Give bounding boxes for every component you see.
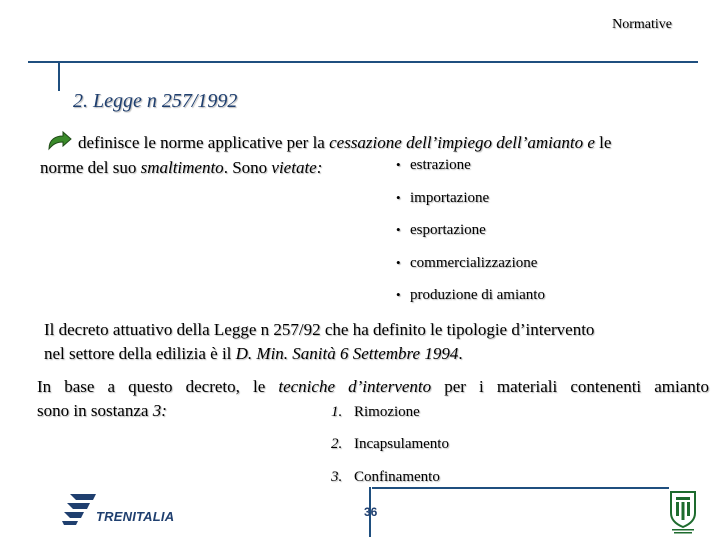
techniques-text-1: In base a questo decreto, le: [37, 377, 279, 396]
list-item: [396, 157, 471, 174]
intro-text-2: cessazione dell’impiego dell’amianto e: [329, 133, 595, 152]
intro-text-6: . Sono: [223, 158, 272, 177]
page-number: 36: [364, 505, 378, 519]
logo-text: TRENITALIA: [96, 509, 175, 524]
bullet-dot: •: [396, 190, 401, 205]
list-item-label: esportazione: [410, 222, 486, 238]
bullet-dot: •: [396, 255, 401, 270]
section-title: 2. Legge n 257/1992: [73, 90, 238, 112]
bullet-dot: •: [396, 287, 401, 302]
intro-text-1: definisce le norme applicative per la: [78, 133, 330, 152]
header-title: Normative: [612, 17, 672, 32]
decree-text-3: .: [458, 344, 463, 363]
decree-text-2: nel settore della edilizia è il: [44, 344, 236, 363]
decree-paragraph: [44, 318, 594, 366]
intro-paragraph: [40, 130, 712, 180]
techniques-text-3: per i materiali contenenti amianto: [431, 377, 709, 396]
intro-text-3: le: [594, 133, 612, 152]
list-item: [331, 469, 440, 486]
list-item-label: importazione: [410, 190, 490, 206]
list-item-label: produzione di amianto: [410, 287, 545, 303]
title-rule: [58, 63, 60, 91]
decree-text-1: Il decreto attuativo della Legge n 257/92 che ha definito le tipologie d’intervento: [44, 320, 595, 339]
techniques-text-2: tecniche d’intervento: [278, 377, 432, 396]
list-item: [396, 287, 545, 304]
intro-text-4: norme del suo: [40, 158, 141, 177]
list-item: [331, 404, 420, 421]
university-crest-icon: [668, 489, 698, 535]
list-item-label: estrazione: [410, 157, 471, 173]
footer-rule: [372, 487, 669, 489]
list-item: [396, 190, 489, 207]
list-number: 1.: [331, 404, 343, 420]
list-item: [331, 436, 449, 453]
list-number: 2.: [331, 436, 343, 452]
intro-text-5: smaltimento: [140, 158, 224, 177]
list-item-label: commercializzazione: [410, 255, 538, 271]
list-item-label: Rimozione: [354, 404, 420, 420]
list-item: [396, 222, 486, 239]
header-rule: [28, 61, 698, 63]
list-item: [396, 255, 537, 272]
techniques-text-5: 3:: [152, 401, 167, 420]
list-item-label: Confinamento: [354, 469, 440, 485]
techniques-text-4: sono in sostanza: [37, 401, 153, 420]
bullet-dot: •: [396, 222, 401, 237]
bullet-dot: •: [396, 157, 401, 172]
list-number: 3.: [331, 469, 343, 485]
intro-text-7: vietate:: [271, 158, 323, 177]
decree-reference: D. Min. Sanità 6 Settembre 1994: [235, 344, 459, 363]
list-item-label: Incapsulamento: [354, 436, 449, 452]
